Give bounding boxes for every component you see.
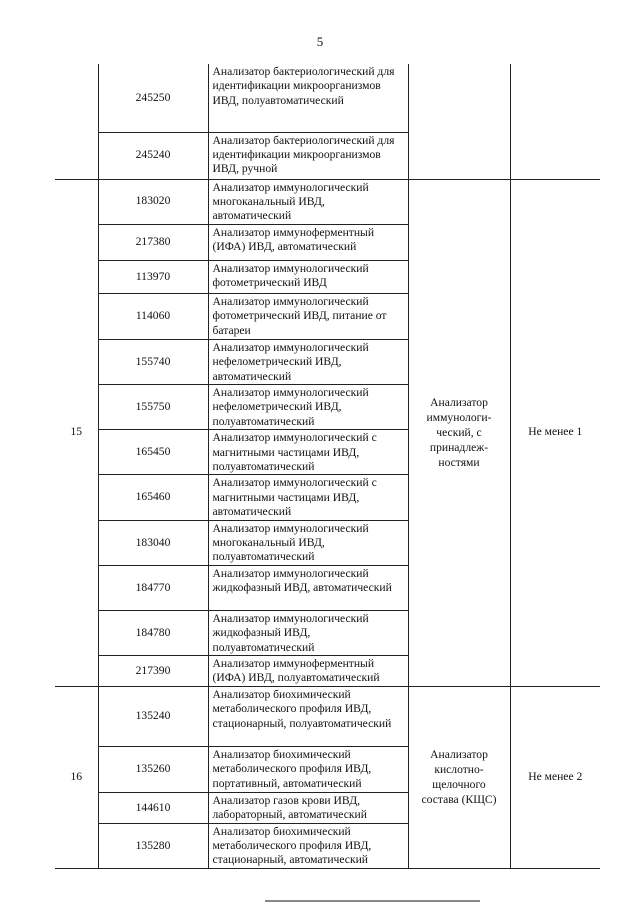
row-number-cell	[55, 64, 98, 179]
scan-edge-mark	[265, 900, 480, 902]
name-cell: Анализатор иммунологический с магнитными частицами ИВД, полуавтоматический	[208, 430, 408, 475]
page-number: 5	[316, 34, 324, 49]
name-cell: Анализатор иммунологический нефелометрический ИВД, автоматический	[208, 339, 408, 384]
code-cell: 135260	[98, 746, 208, 792]
name-cell: Анализатор иммунологический многоканальный ИВД, автоматический	[208, 179, 408, 224]
code-cell: 184770	[98, 565, 208, 610]
name-cell: Анализатор иммунологический нефелометрический ИВД, полуавтоматический	[208, 384, 408, 429]
name-cell: Анализатор иммунологический жидкофазный ИВД, автоматический	[208, 565, 408, 610]
row-number-cell: 15	[55, 179, 98, 686]
code-cell: 113970	[98, 260, 208, 293]
quantity-cell	[510, 64, 600, 179]
name-cell: Анализатор иммунологический фотометрический ИВД	[208, 260, 408, 293]
code-cell: 245250	[98, 64, 208, 132]
code-cell: 135240	[98, 686, 208, 746]
code-cell: 183040	[98, 520, 208, 565]
name-cell: Анализатор иммунологический фотометрический ИВД, питание от батареи	[208, 293, 408, 339]
code-cell: 144610	[98, 792, 208, 823]
code-cell: 183020	[98, 179, 208, 224]
code-cell: 155740	[98, 339, 208, 384]
code-cell: 217390	[98, 656, 208, 687]
name-cell: Анализатор бактериологический для идентификации микроорганизмов ИВД, ручной	[208, 132, 408, 179]
row-number-cell: 16	[55, 686, 98, 868]
code-cell: 165450	[98, 430, 208, 475]
code-cell: 114060	[98, 293, 208, 339]
group-label-cell: Анализатор кислотно- щелочного состава (КЩС)	[408, 686, 510, 868]
name-cell: Анализатор иммуноферментный (ИФА) ИВД, полуавтоматический	[208, 656, 408, 687]
code-cell: 155750	[98, 384, 208, 429]
name-cell: Анализатор биохимический метаболического профиля ИВД, портативный, автоматический	[208, 746, 408, 792]
name-cell: Анализатор биохимический метаболического профиля ИВД, стационарный, полуавтоматический	[208, 686, 408, 746]
equipment-table	[55, 64, 600, 869]
quantity-cell: Не менее 1	[510, 179, 600, 686]
table-row	[55, 179, 600, 224]
name-cell: Анализатор иммунологический жидкофазный ИВД, полуавтоматический	[208, 610, 408, 655]
group-label-cell: Анализатор иммунологи- ческий, с принадлеж- ностями	[408, 179, 510, 686]
name-cell: Анализатор биохимический метаболического профиля ИВД, стационарный, автоматический	[208, 823, 408, 868]
code-cell: 184780	[98, 610, 208, 655]
code-cell: 245240	[98, 132, 208, 179]
table-row	[55, 64, 600, 132]
name-cell: Анализатор иммунологический с магнитными частицами ИВД, автоматический	[208, 475, 408, 520]
quantity-cell: Не менее 2	[510, 686, 600, 868]
code-cell: 165460	[98, 475, 208, 520]
name-cell: Анализатор иммуноферментный (ИФА) ИВД, автоматический	[208, 224, 408, 260]
name-cell: Анализатор иммунологический многоканальный ИВД, полуавтоматический	[208, 520, 408, 565]
table-row	[55, 686, 600, 746]
name-cell: Анализатор газов крови ИВД, лабораторный, автоматический	[208, 792, 408, 823]
group-label-cell	[408, 64, 510, 179]
name-cell: Анализатор бактериологический для идентификации микроорганизмов ИВД, полуавтоматический	[208, 64, 408, 132]
code-cell: 217380	[98, 224, 208, 260]
code-cell: 135280	[98, 823, 208, 868]
